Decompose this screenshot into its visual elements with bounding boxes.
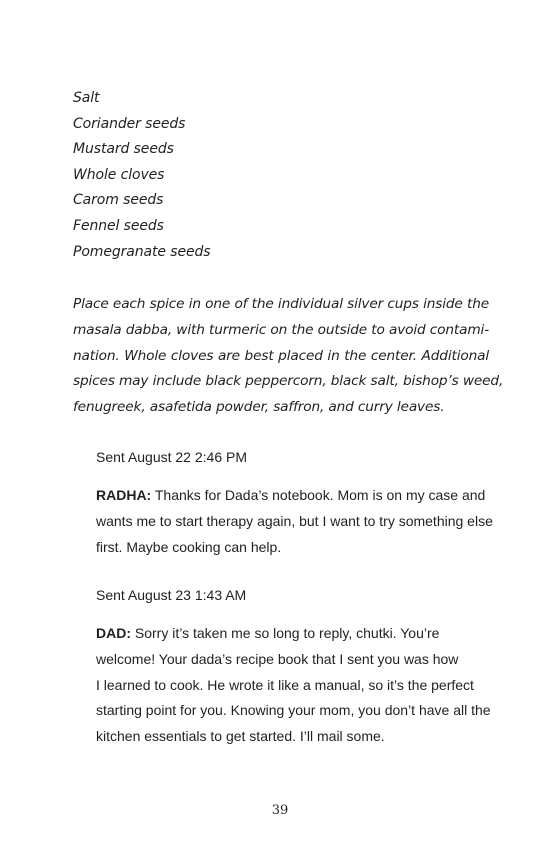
instructions-line: spices may include black peppercorn, black salt, bishop’s weed, — [73, 373, 504, 390]
spice-item: Mustard seeds — [73, 141, 174, 158]
message-body — [96, 483, 493, 560]
message-line: I learned to cook. He wrote it like a manual, so it’s the perfect — [96, 676, 474, 693]
instructions-line: Place each spice in one of the individual silver cups inside the — [73, 296, 489, 312]
spice-item: Whole cloves — [73, 166, 165, 183]
message-timestamp: Sent August 22 2:46 PM — [96, 449, 247, 465]
spice-item: Pomegranate seeds — [73, 243, 211, 260]
message-body — [96, 621, 491, 750]
spice-item: Salt — [73, 90, 100, 106]
instructions-line: fenugreek, asafetida powder, saffron, and curry leaves. — [73, 399, 445, 416]
message-line: starting point for you. Knowing your mom, you don’t have all the — [96, 702, 491, 719]
message-radha — [96, 447, 493, 560]
speaker-name: RADHA: — [96, 487, 152, 503]
message-line: welcome! Your dada’s recipe book that I sent you was how — [96, 650, 459, 667]
speaker-name: DAD: — [96, 625, 131, 641]
spice-item: Fennel seeds — [73, 217, 164, 234]
spice-instructions — [73, 292, 504, 421]
message-line: wants me to start therapy again, but I want to try something else — [96, 512, 493, 529]
page-number: 39 — [271, 803, 289, 818]
message-timestamp: Sent August 23 1:43 AM — [96, 587, 247, 603]
instructions-line: masala dabba, with turmeric on the outside to avoid contami- — [73, 321, 489, 338]
message-line: first. Maybe cooking can help. — [96, 538, 282, 555]
message-line: Sorry it’s taken me so long to reply, chutki. You’re — [134, 625, 440, 641]
message-dad — [96, 585, 491, 750]
spice-list — [73, 86, 211, 265]
instructions-line: nation. Whole cloves are best placed in the center. Additional — [73, 347, 489, 364]
message-line: Thanks for Dada’s notebook. Mom is on my case and — [154, 487, 486, 503]
message-line: kitchen essentials to get started. I’ll mail some. — [96, 728, 385, 745]
spice-item: Coriander seeds — [73, 115, 186, 132]
spice-item: Carom seeds — [73, 192, 164, 209]
